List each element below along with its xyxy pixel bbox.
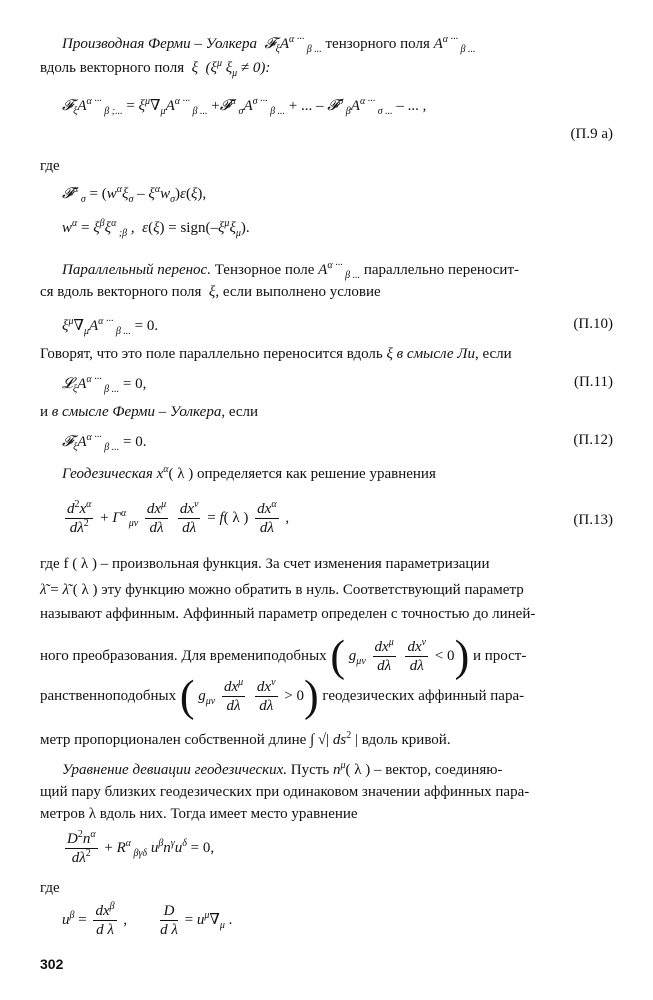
parallel-term: Параллельный перенос. (62, 262, 211, 278)
deviation-line-2: щий пару близких геодезических при одинаковом значении аффинных пара- (40, 784, 530, 800)
lie-line: Говорят, что это поле параллельно переносится вдоль ξ в смысле Ли, если (40, 346, 512, 362)
equation-deviation: $\frac{D^2n^\alpha}{d\lambda^2}$ + $R^\alpha$ $_{\beta\gamma\delta}$ $u^\beta n^\gamma u^\delta = 0$, (67, 829, 215, 866)
equation-p12: $𝓕_\xi A^{\alpha \cdot\cdot\cdot}$ $_{\beta ...}$ = 0. (П.12) (62, 432, 613, 453)
para-line-5: ранственноподобных ( $g_{\mu\nu}$ $\frac{dx^\mu}{d\lambda}$ $\frac{dx^\nu}{d\lambda}$ > 0) геодезических аффинный пара- (40, 671, 525, 721)
lie-text: Говорят, что это поле параллельно переносится вдоль (40, 346, 383, 362)
eq-p9a-number: (П.9 а) (570, 126, 613, 142)
intro-line-1 (62, 34, 653, 53)
fw-line (40, 404, 653, 421)
para-line-2-text: эту функцию можно обратить в нуль. Соответствующий параметр (101, 582, 524, 598)
parallel-line-1 (62, 262, 653, 279)
fermi-walker-term: Производная Ферми – Уолкера (62, 36, 257, 52)
geodesic-term: Геодезическая (62, 466, 153, 482)
lie-tail: , если (474, 346, 512, 362)
geodesic-text: определяется как решение уравнения (197, 466, 436, 482)
para-line-3: называют аффинным. Аффинный параметр определен с точностью до линей- (40, 606, 536, 622)
deviation-text-1: Пусть (290, 762, 330, 778)
para-line-4: ного преобразования. Для времениподобных ( $g_{\mu\nu}$ $\frac{dx^\mu}{d\lambda}$ $\frac{dx^\nu}{d\lambda}$ < 0) и прост- (40, 631, 527, 681)
math-fw-operator: $𝓕_\xi A^{\alpha \cdot\cdot\cdot}$ $_{\beta ...}$ (264, 34, 322, 55)
deviation-term: Уравнение девиации геодезических. (62, 762, 288, 778)
para-line-4-text: ного преобразования. Для времениподобных (40, 648, 327, 664)
equation-p11: $𝓛_\xi A^{\alpha \cdot\cdot\cdot}$ $_{\beta ...}$ = 0, (П.11) (62, 374, 613, 395)
parallel-text-1b: параллельно переносит- (363, 262, 520, 278)
equation-p13: $\frac{d^2x^\alpha}{d\lambda^2}$ + $\Gamma^\alpha$ $_{\mu\nu}$ $\frac{dx^\mu}{d\lambda}$ $\frac{dx^\nu}{d\lambda}$ = f( λ ) $\frac{dx^\alpha}{d\lambda}$ , (П.13) (67, 499, 613, 536)
eq-p10-number: (П.10) (573, 316, 613, 332)
para-line-4-tail: и прост- (472, 648, 527, 664)
fw-pre: и (40, 404, 49, 420)
equation-w-def: $w^\alpha = \xi^\beta\xi^\alpha$ $_{;\beta}$ , $\varepsilon(\xi) = sign(-\xi^\mu\xi_\mu)$. (62, 218, 250, 239)
geodesic-line: Геодезическая $x^\alpha$( λ ) определяется как решение уравнения (62, 464, 436, 482)
fw-term: в смысле Ферми – Уолкера (51, 404, 222, 420)
math-tensor-2: $A^{\alpha \cdot\cdot\cdot}$ $_{\beta ...}$ (318, 260, 361, 281)
fw-tail: , если (221, 404, 259, 420)
parallel-text-2b: , если выполнено условие (215, 284, 381, 300)
para-line-5-text: ранственноподобных (40, 688, 177, 704)
equation-f-def: 𝓕$^\alpha$ $_\sigma = (w^\alpha\xi_\sigma - \xi^\alpha w_\sigma)\varepsilon(\xi)$, (62, 184, 207, 205)
deviation-line-1: Уравнение девиации геодезических. Пусть $n^\mu$( λ ) – вектор, соединяю- (62, 760, 503, 778)
para-line-6-tail: вдоль кривой. (361, 732, 451, 748)
intro-mid-text: тензорного поля (325, 36, 430, 52)
where-label-2: где (40, 880, 60, 896)
equation-p9a: $𝓕_\xi A^{\alpha \cdot\cdot\cdot}$ $_{\beta ;...} = \xi^\mu\nabla_\mu A^{\alpha \cdot\cdot\cdot}$ $_{\beta ...}$ +𝓕$^\alpha$ $_\sigma A^{\sigma \cdot\cdot\cdot}$ $_{\beta ...}$ + ... – 𝓕$^\sigma$ $_\beta A^{\alpha \cdot\cdot\cdot}$ $_{\sigma ...}$ – ... , (62, 96, 427, 117)
para-line-2: λ͂ = λ͂ ( λ ) эту функцию можно обратить в нуль. Соответствующий параметр (40, 582, 524, 598)
para-line-6: метр пропорционален собственной длине ∫ √| $ds^2$ | вдоль кривой. (40, 730, 451, 748)
para-line-1: где f ( λ ) – произвольная функция. За счет изменения параметризации (40, 556, 490, 572)
lie-term: в смысле Ли (396, 346, 475, 362)
parallel-text-1: Тензорное поле (214, 262, 315, 278)
deviation-text-1b: – вектор, соединяю- (373, 762, 503, 778)
intro-line-2 (40, 60, 653, 77)
eq-p12-number: (П.12) (573, 432, 613, 448)
math-xi-condition: ξ ($\xi^\mu$ $\xi_\mu \ne 0$): (187, 58, 271, 79)
para-line-6-text: метр пропорционален собственной длине (40, 732, 307, 748)
parallel-line-2: ся вдоль векторного поля ξ, если выполнено условие (40, 284, 381, 300)
equation-p10: $\xi^\mu\nabla_\mu A^{\alpha \cdot\cdot\cdot}$ $_{\beta ...}$ = 0. (П.10) (62, 316, 613, 337)
where-label-1: где (40, 158, 60, 174)
equation-u-def: $u^\beta$ = $\frac{dx^\beta}{\text{d λ}}$ , $\frac{D}{\text{d λ}}$ = $u^\mu\nabla_\mu$ . (62, 901, 233, 938)
para-line-5-tail: геодезических аффинный пара- (322, 688, 525, 704)
eq-p11-number: (П.11) (573, 374, 613, 390)
parallel-text-2: ся вдоль векторного поля (40, 284, 202, 300)
page-number: 302 (40, 956, 64, 972)
intro-line-2-text: вдоль векторного поля (40, 60, 185, 76)
eq-p13-number: (П.13) (573, 512, 613, 528)
math-tensor: $A^{\alpha \cdot\cdot\cdot}$ $_{\beta ...}$ (433, 34, 476, 55)
deviation-line-3: метров λ вдоль них. Тогда имеет место уравнение (40, 806, 358, 822)
